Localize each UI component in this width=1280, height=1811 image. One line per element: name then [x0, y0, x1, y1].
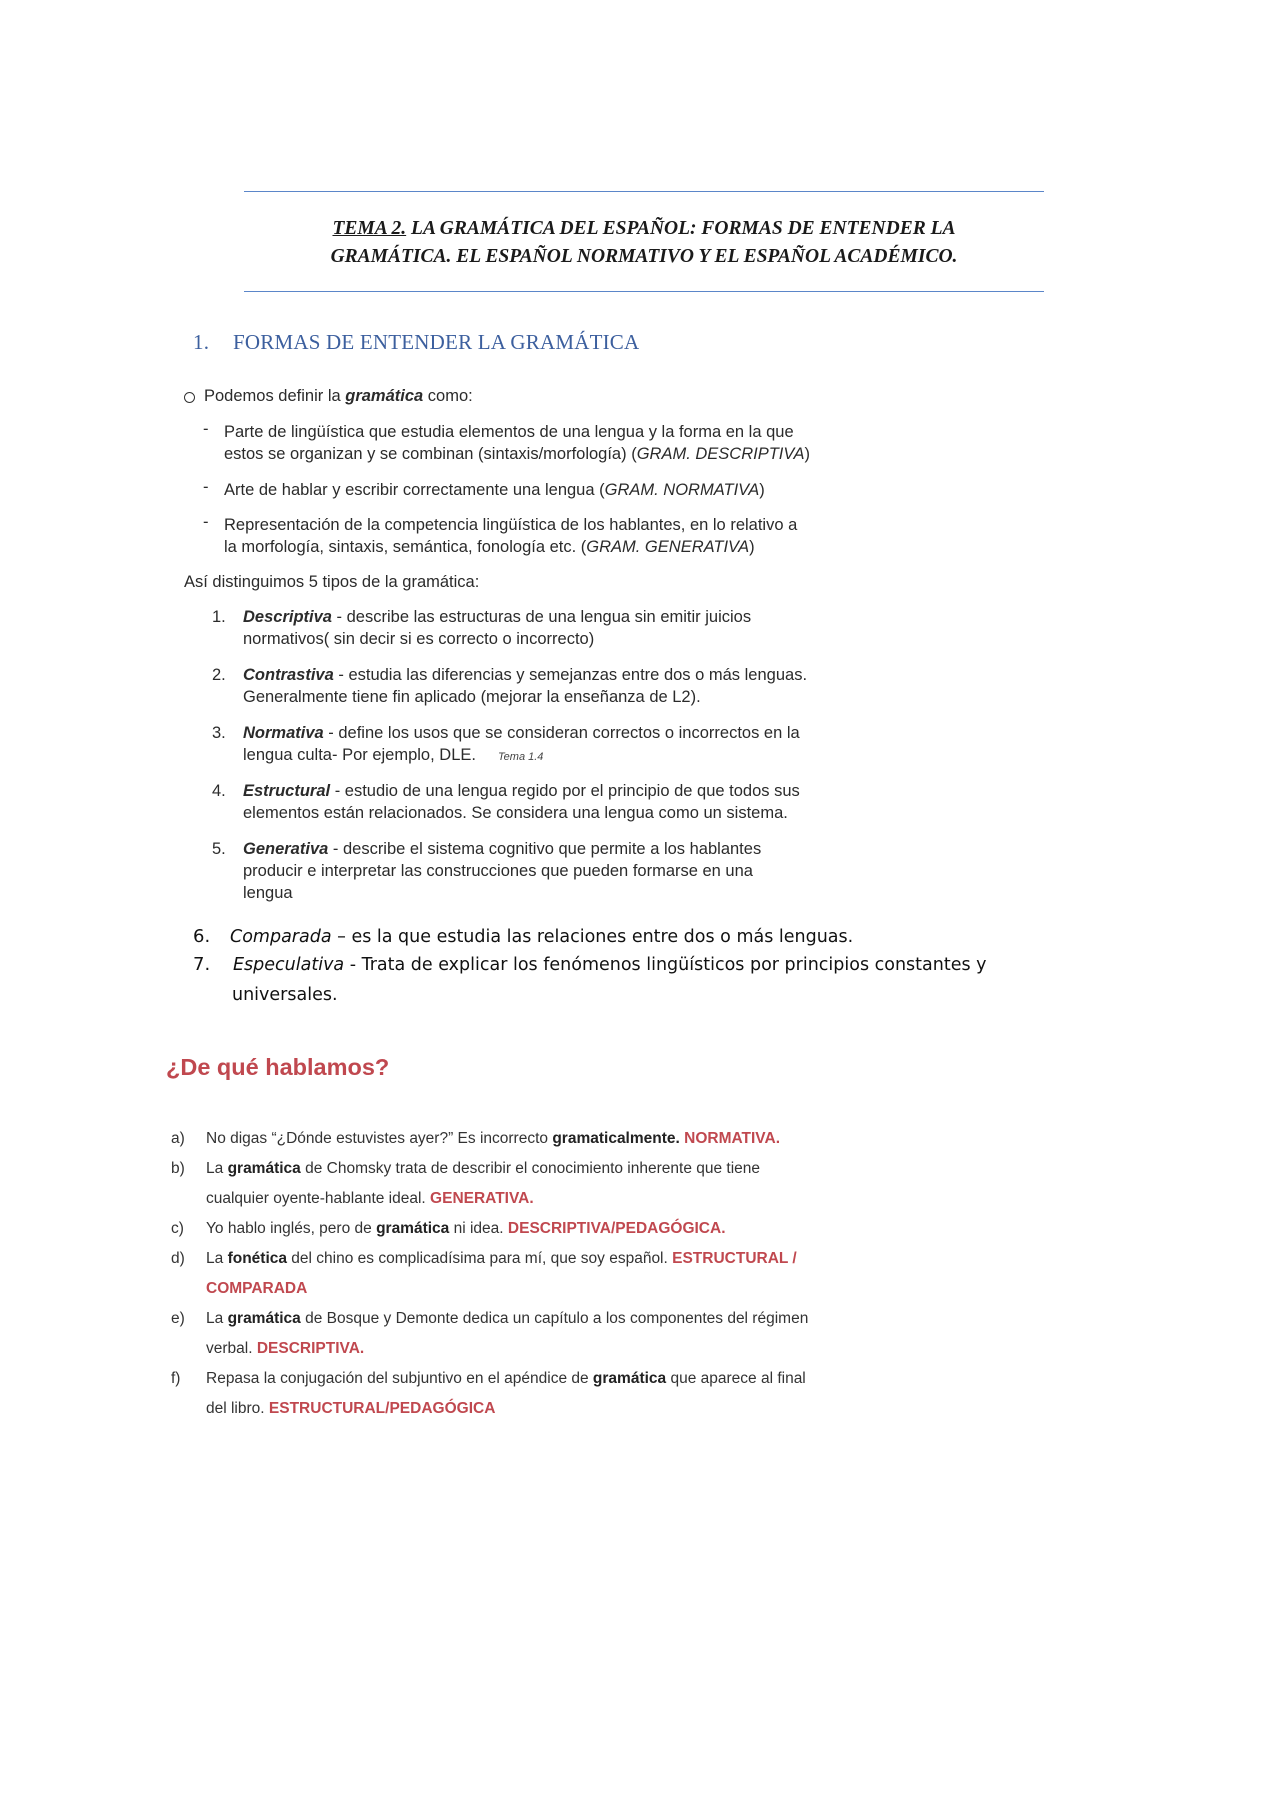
quiz-item-a: No digas “¿Dónde estuvistes ayer?” Es incorrecto gramaticalmente. NORMATIVA. — [206, 1130, 780, 1147]
quiz-item-d-line2: COMPARADA — [206, 1280, 308, 1297]
type-number: 2. — [212, 666, 226, 684]
dash-bullet-icon: - — [203, 420, 209, 438]
type-item-3-line2: lengua culta- Por ejemplo, DLE. Tema 1.4 — [243, 746, 544, 764]
quiz-item-f-line2: del libro. ESTRUCTURAL/PEDAGÓGICA — [206, 1400, 496, 1417]
quiz-item-e-line1: La gramática de Bosque y Demonte dedica un capítulo a los componentes del régimen — [206, 1310, 809, 1327]
dash-bullet-icon: - — [203, 513, 209, 531]
quiz-letter: b) — [171, 1160, 185, 1177]
type-number: 4. — [212, 782, 226, 800]
circle-bullet-icon — [184, 392, 195, 403]
type-item-5-line1: Generativa - describe el sistema cognitivo que permite a los hablantes — [243, 840, 762, 858]
title-line1: LA GRAMÁTICA DEL ESPAÑOL: FORMAS DE ENTENDER LA — [406, 218, 956, 239]
quiz-item-d-line1: La fonética del chino es complicadísima para mí, que soy español. ESTRUCTURAL / — [206, 1250, 797, 1267]
dash-bullet-icon: - — [203, 478, 209, 496]
quiz-letter: d) — [171, 1250, 185, 1267]
header-top-rule — [244, 191, 1044, 192]
quiz-letter: a) — [171, 1130, 185, 1147]
title-prefix: TEMA 2. — [332, 218, 407, 239]
type-item-5-line3: lengua — [243, 884, 293, 902]
document-title — [244, 215, 1044, 271]
section-heading — [193, 330, 639, 355]
type-item-1-line2: normativos( sin decir si es correcto o incorrecto) — [243, 630, 595, 648]
type-item-4-line1: Estructural - estudio de una lengua regido por el principio de que todos sus — [243, 782, 800, 800]
type-number: 1. — [212, 608, 226, 626]
quiz-letter: f) — [171, 1370, 181, 1387]
definition-intro: Podemos definir la gramática como: — [204, 387, 473, 405]
type-number: 3. — [212, 724, 226, 742]
extra-type-7-line2: universales. — [232, 985, 338, 1005]
definition-item-1-line2: estos se organizan y se combinan (sintaxis/morfología) (GRAM. DESCRIPTIVA) — [224, 445, 810, 463]
header-bottom-rule — [244, 291, 1044, 292]
type-item-3-note: Tema 1.4 — [497, 751, 544, 763]
section-number: 1. — [193, 330, 210, 354]
quiz-item-b-line2: cualquier oyente-hablante ideal. GENERATIVA. — [206, 1190, 534, 1207]
type-item-2-line1: Contrastiva - estudia las diferencias y semejanzas entre dos o más lenguas. — [243, 666, 808, 684]
type-item-1-line1: Descriptiva - describe las estructuras de una lengua sin emitir juicios — [243, 608, 752, 626]
quiz-item-f-line1: Repasa la conjugación del subjuntivo en el apéndice de gramática que aparece al final — [206, 1370, 806, 1387]
definition-item-3-line1: Representación de la competencia lingüística de los hablantes, en lo relativo a — [224, 516, 798, 534]
section-title: FORMAS DE ENTENDER LA GRAMÁTICA — [233, 330, 640, 354]
quiz-item-b-line1: La gramática de Chomsky trata de describir el conocimiento inherente que tiene — [206, 1160, 761, 1177]
quiz-item-c: Yo hablo inglés, pero de gramática ni idea. DESCRIPTIVA/PEDAGÓGICA. — [206, 1220, 726, 1237]
type-item-3-line1: Normativa - define los usos que se consideran correctos o incorrectos en la — [243, 724, 800, 742]
type-number: 5. — [212, 840, 226, 858]
title-line2: GRAMÁTICA. EL ESPAÑOL NORMATIVO Y EL ESPAÑOL ACADÉMICO. — [330, 246, 958, 267]
quiz-letter: c) — [171, 1220, 184, 1237]
definition-item-3-line2: la morfología, sintaxis, semántica, fonología etc. (GRAM. GENERATIVA) — [224, 538, 755, 556]
quiz-letter: e) — [171, 1310, 185, 1327]
type-item-2-line2: Generalmente tiene fin aplicado (mejorar la enseñanza de L2). — [243, 688, 701, 706]
type-item-4-line2: elementos están relacionados. Se considera una lengua como un sistema. — [243, 804, 788, 822]
definition-item-2-line1: Arte de hablar y escribir correctamente una lengua (GRAM. NORMATIVA) — [224, 481, 765, 499]
quiz-title: ¿De qué hablamos? — [166, 1054, 390, 1080]
extra-type-6: Comparada – es la que estudia las relaciones entre dos o más lenguas. — [230, 927, 854, 947]
quiz-item-e-line2: verbal. DESCRIPTIVA. — [206, 1340, 365, 1357]
extra-type-number: 6. — [193, 926, 211, 947]
definition-item-1-line1: Parte de lingüística que estudia elementos de una lengua y la forma en la que — [224, 423, 794, 441]
extra-type-7-line1: Especulativa - Trata de explicar los fenómenos lingüísticos por principios constantes y — [233, 955, 987, 975]
type-item-5-line2: producir e interpretar las construcciones que pueden formarse en una — [243, 862, 753, 880]
types-intro: Así distinguimos 5 tipos de la gramática: — [184, 573, 480, 591]
extra-type-number: 7. — [193, 954, 211, 975]
